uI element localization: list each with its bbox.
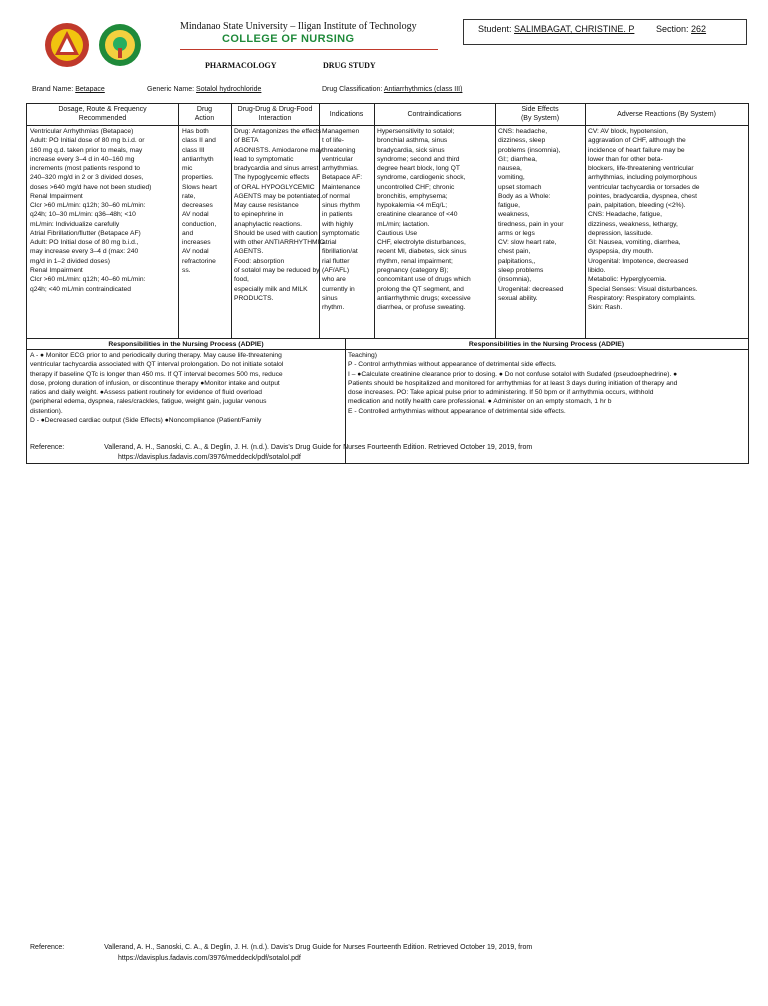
generic-label: Generic Name: (147, 86, 195, 93)
document-title: DRUG STUDY (323, 61, 376, 70)
college-name: COLLEGE OF NURSING (222, 33, 355, 45)
header-action: Drug Action (194, 106, 215, 122)
action-cell: Has both class II and class III antiarrhyth mic properties. Slows heart rate, decreases AV nodal conduction, and increases AV nodal refractorine ss. (182, 128, 217, 274)
generic-value: Sotalol hydrochloride (196, 86, 262, 93)
student-field (478, 24, 634, 34)
brand-label: Brand Name: (32, 86, 74, 93)
reference-url: https://davisplus.fadavis.com/3976/meddeck/pdf/sotalol.pdf (118, 454, 301, 461)
reference-label: Reference: (30, 444, 65, 451)
dosage-cell: Ventricular Arrhythmias (Betapace) Adult: PO Initial dose of 80 mg b.i.d. or 160 mg q.d. taken prior to meals, may increase every 3–4 d in 40–160 mg increments (most patients respond to 240–320 mg/d in 2 or 3 divided doses, doses >640 mg/d have not been studied) Renal Impairment Clcr >60 mL/min: q12h; 30–60 mL/min: q24h; 10–30 mL/min: q36–48h; <10 mL/min: Individualize carefully Atrial Fibrillation/flutter (Betapace AF) Adult: PO Initial dose of 80 mg b.i.d., may increase every 3–4 d (max: 240 mg/d in 1–2 divided doses) Renal Impairment Clcr >60 mL/min: q12h; 40–60 mL/min: q24h; <40 mL/min contraindicated (30, 128, 152, 293)
header-adverse-reactions: Adverse Reactions (By System) (617, 111, 716, 118)
classification-value: Antiarrhythmics (class III) (383, 86, 463, 93)
subject-title: PHARMACOLOGY (205, 61, 277, 70)
side-effects-cell: CNS: headache, dizziness, sleep problems (insomnia), GI:; diarrhea, nausea, vomiting, upset stomach Body as a Whole: fatigue, weakness, tiredness, pain in your arms or legs CV: slow heart rate, chest pain, palpitations,, sleep problems (insomnia), Urogenital: decreased sexual ability. (498, 128, 564, 302)
college-of-nursing-seal (98, 22, 142, 68)
header-dosage: Dosage, Route & Frequency Recommended (58, 106, 147, 122)
drug-study-table (26, 103, 749, 464)
brand-value: Betapace (75, 86, 105, 93)
header-side-effects: Side Effects (By System) (520, 106, 560, 122)
column-divider (374, 104, 375, 338)
responsibilities-header-divider (27, 349, 748, 350)
column-divider (178, 104, 179, 338)
reference-text: Vallerand, A. H., Sanoski, C. A., & Deglin, J. H. (n.d.). Davis's Drug Guide for Nurses Fourteenth Edition. Retrieved October 19, 2019, from (104, 944, 533, 951)
generic-name-field (147, 86, 261, 93)
adverse-reactions-cell: CV: AV block, hypotension, aggravation of CHF, although the incidence of heart failure may be lower than for other beta- blockers, life-threatening ventricular arrhythmias, including polymorphous ventricular tachycardia or torsades de pointes, bradycardia, dyspnea, chest pain, palpitation, bleeding (<2%). CNS: Headache, fatigue, dizziness, weakness, lethargy, depression, lassitude. GI: Nausea, vomiting, diarrhea, dyspepsia, dry mouth. Urogenital: Impotence, decreased libido. Metabolic: Hyperglycemia. Special Senses: Visual disturbances. Respiratory: Respiratory complaints. Skin: Rash. (588, 128, 700, 312)
indications-cell: Managemen t of life- threatening ventricular arrhythmias. Betapace AF: Maintenance of normal sinus rhythm in patients with highly symptomatic atrial fibrillation/at rial flutter (AF/AFL) who are currently in sinus rhythm. (322, 128, 363, 312)
brand-name-field (32, 86, 105, 93)
reference-text: Vallerand, A. H., Sanoski, C. A., & Deglin, J. H. (n.d.). Davis's Drug Guide for Nurses Fourteenth Edition. Retrieved October 19, 2019, from (104, 444, 533, 451)
header-interactions: Drug-Drug & Drug-Food Interaction (237, 106, 313, 122)
reference-url: https://davisplus.fadavis.com/3976/meddeck/pdf/sotalol.pdf (118, 955, 301, 962)
reference-label: Reference: (30, 944, 65, 951)
column-divider (495, 104, 496, 338)
reference-bottom (30, 944, 532, 951)
header-indications: Indications (329, 111, 364, 118)
responsibilities-right: Teaching) P - Control arrhythmias without appearance of detrimental side effects. I – ●Calculate creatinine clearance prior to dosing. ● Do not confuse sotalol with Sudafed (pseudoephedrine). ● Patients should be hospitalized and monitored for arrhythmias for at least 3 days during initiation of therapy and dose increases. PO: Take apical pulse prior to administering. If 50 bpm or if arrhythmia occurs, withhold medication and notify health care professional. ● Administer on an empty stomach, 1 hr b E - Controlled arrhythmias without appearance of detrimental side effects. (348, 352, 678, 415)
university-name: Mindanao State University – Iligan Institute of Technology (180, 21, 417, 32)
responsibilities-title-left: Responsibilities in the Nursing Process (ADPIE) (108, 341, 264, 348)
column-divider (231, 104, 232, 338)
section-label: Section: (656, 24, 689, 34)
responsibilities-left: A - ● Monitor ECG prior to and periodically during therapy. May cause life-threatening ventricular tachycardia associated with QT interval prolongation. Do not initiate sotalol therapy if baseline QTc is longer than 450 ms. If QT interval becomes 500 ms, reduce dose, prolong duration of infusion, or discontinue therapy ●Monitor intake and output ratios and daily weight. ●Assess patient routinely for evidence of fluid overload (peripheral edema, dyspnea, rales/crackles, fatigue, weight gain, jugular venous distention). D - ●Decreased cardiac output (Side Effects) ●Noncompliance (Patient/Family (30, 352, 284, 424)
interactions-cell: Drug: Antagonizes the effects of BETA AGONISTS. Amiodarone may lead to symptomatic bradycardia and sinus arrest. The hypoglycemic effects of ORAL HYPOGLYCEMIC AGENTS may be potentiated. May cause resistance to epinephrine in anaphylactic reactions. Should be used with caution with other ANTIARRHYTHMIC AGENTS. Food: absorption of sotalol may be reduced by food, especially milk and MILK PRODUCTS. (234, 128, 325, 302)
responsibilities-title-right: Responsibilities in the Nursing Process (ADPIE) (468, 341, 625, 348)
contraindications-cell: Hypersensitivity to sotalol; bronchial asthma, sinus bradycardia, sick sinus syndrome; second and third degree heart block, long QT syndrome, cardiogenic shock, uncontrolled CHF; chronic bronchitis, emphysema; hypokalemia <4 mEq/L; creatinine clearance of <40 mL/min; lactation. Cautious Use CHF, electrolyte disturbances, recent MI, diabetes, sick sinus rhythm, renal impairment; pregnancy (category B); concomitant use of drugs which prolong the QT segment, and antiarrhythmic drugs; excessive diarrhea, or profuse sweating. (377, 128, 471, 312)
section-value: 262 (691, 24, 707, 34)
reference-top (30, 444, 532, 451)
section-field (656, 24, 706, 34)
column-divider (585, 104, 586, 338)
student-label: Student: (478, 24, 512, 34)
header-row-divider (27, 125, 748, 126)
header-divider (180, 49, 438, 50)
student-name: SALIMBAGAT, CHRISTINE. P (514, 24, 635, 34)
header-contraindications: Contraindications (407, 111, 462, 118)
section-divider (27, 338, 748, 339)
msu-iit-logo (44, 22, 90, 68)
classification-field (322, 86, 462, 93)
classification-label: Drug Classification: (322, 86, 383, 93)
